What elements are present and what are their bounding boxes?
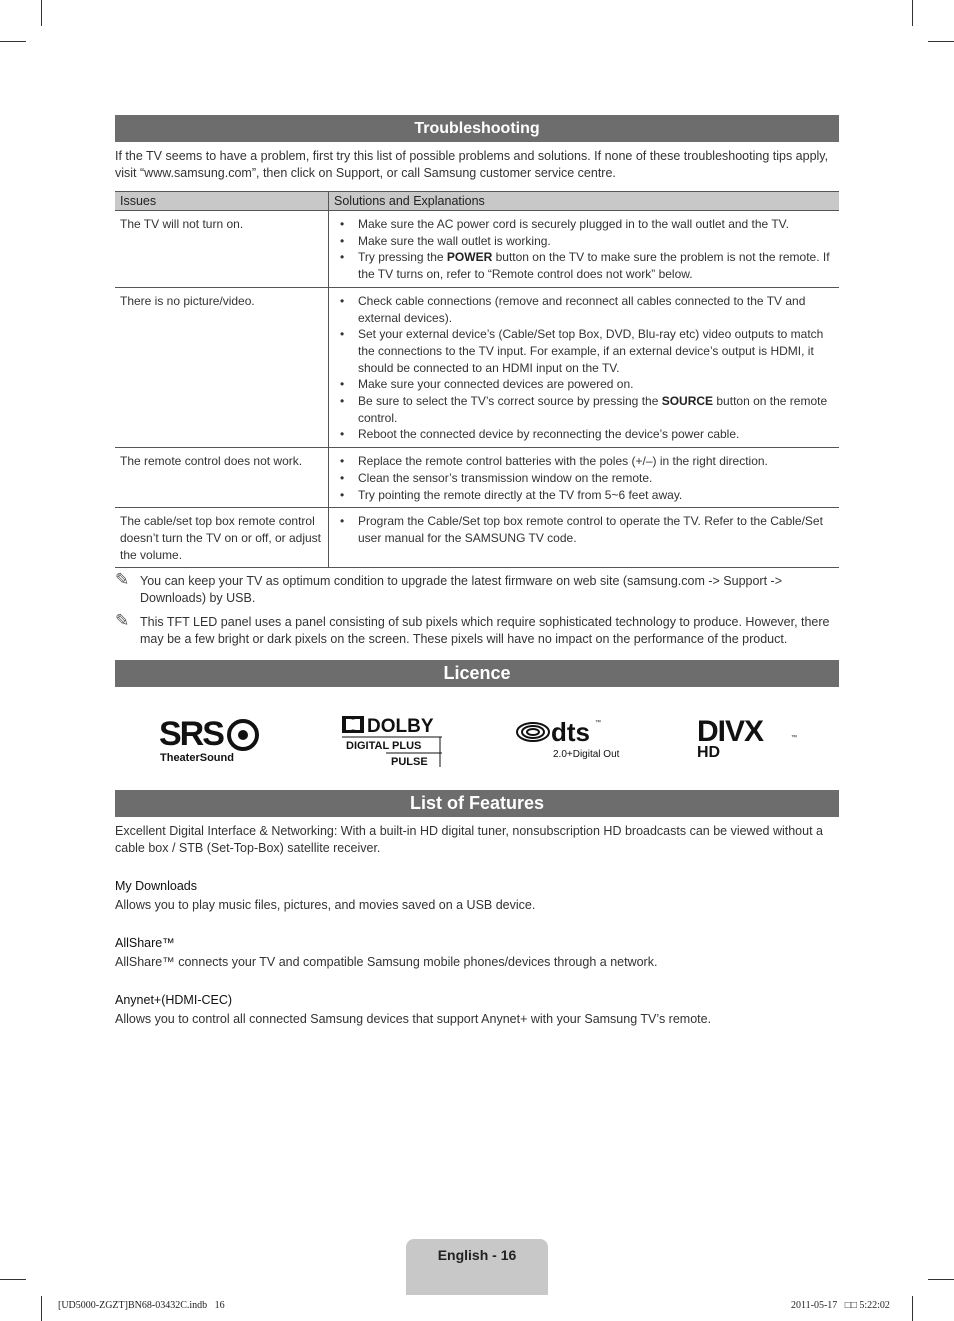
page-number-tab: English - 16: [406, 1239, 548, 1295]
button-name-emphasis: POWER: [446, 250, 493, 265]
solutions-cell: [329, 508, 840, 568]
solutions-cell: [329, 287, 840, 447]
issue-cell: There is no picture/video.: [115, 287, 329, 447]
solutions-cell: [329, 448, 840, 508]
dts-tm: ™: [595, 720, 601, 727]
solution-item: • Reboot the connected device by reconnecting the device’s power cable.: [334, 426, 834, 443]
crop-mark: [0, 41, 26, 42]
solution-item: • Be sure to select the TV’s correct source by pressing the SOURCE button on the remote control.: [334, 393, 834, 426]
note-text: This TFT LED panel uses a panel consisting of sub pixels which require sophisticated technology to produce. However, there may be a few bright or dark pixels on the screen. These pixels will have no impact on the performance of the product.: [140, 615, 830, 647]
divx-text: DIVX: [697, 715, 764, 749]
table-header-row: [115, 192, 839, 211]
crop-mark: [0, 1279, 26, 1280]
feature-item: [115, 935, 839, 971]
solution-item: • Make sure the wall outlet is working.: [334, 233, 834, 250]
crop-mark: [928, 1279, 954, 1280]
srs-subtitle: TheaterSound: [160, 752, 234, 765]
features-intro: Excellent Digital Interface & Networking: With a built-in HD digital tuner, nonsubscription HD broadcasts can be viewed without a cable box / STB (Set-Top-Box) satellite receiver.: [115, 824, 823, 856]
issue-cell: The remote control does not work.: [115, 448, 329, 508]
solution-item: • Try pointing the remote directly at the TV from 5~6 feet away.: [334, 487, 834, 504]
srs-logo: [159, 715, 263, 770]
feature-item: [115, 992, 839, 1028]
solution-item: • Set your external device’s (Cable/Set top Box, DVD, Blu-ray etc) video outputs to match the connections to the TV input. For example, if an external device’s output is HDMI, it should be connected to an HDMI input on the TV.: [334, 326, 834, 376]
solution-item: • Clean the sensor’s transmission window on the remote.: [334, 470, 834, 487]
issue-cell: The cable/set top box remote control doesn’t turn the TV on or off, or adjust the volume.: [115, 508, 329, 568]
table-row: [115, 448, 839, 508]
note-text: You can keep your TV as optimum condition to upgrade the latest firmware on web site (samsung.com -> Support -> Downloads) by USB.: [140, 574, 783, 606]
dolby-line2: PULSE: [391, 756, 428, 769]
solutions-cell: [329, 211, 840, 288]
solution-item: • Make sure the AC power cord is securely plugged in to the wall outlet and the TV.: [334, 216, 834, 233]
feature-description: Allows you to play music files, pictures, and movies saved on a USB device.: [115, 898, 536, 913]
divx-logo: [697, 715, 801, 766]
solution-item: • Program the Cable/Set top box remote control to operate the TV. Refer to the Cable/Set user manual for the SAMSUNG TV code.: [334, 513, 834, 546]
feature-title: Anynet+(HDMI-CEC): [115, 993, 233, 1008]
button-name-emphasis: SOURCE: [661, 394, 714, 409]
table-row: [115, 287, 839, 447]
note-firmware: [115, 570, 839, 607]
issue-cell: The TV will not turn on.: [115, 211, 329, 288]
column-header-solutions: Solutions and Explanations: [329, 192, 840, 211]
srs-text: SRS: [159, 715, 223, 754]
imprint-right: 2011-05-17 □□ 5:22:02: [791, 1300, 890, 1311]
crop-mark: [928, 41, 954, 42]
crop-mark: [41, 1296, 42, 1321]
feature-title: AllShare™: [115, 936, 175, 951]
solutions-list: [334, 216, 834, 283]
troubleshooting-table: [115, 191, 839, 568]
feature-item: [115, 878, 839, 914]
imprint-left: [UD5000-ZGZT]BN68-03432C.indb 16: [58, 1300, 225, 1311]
crop-mark: [912, 1296, 913, 1321]
dts-text: dts: [551, 717, 590, 748]
solution-item: • Make sure your connected devices are powered on.: [334, 376, 834, 393]
crop-mark: [912, 0, 913, 26]
solutions-list: [334, 513, 834, 546]
divx-subtitle: HD: [697, 744, 721, 762]
dolby-line1: DIGITAL PLUS: [346, 740, 422, 753]
pencil-note-icon: ✎: [115, 570, 130, 590]
feature-description: AllShare™ connects your TV and compatible Samsung mobile phones/devices through a network.: [115, 955, 658, 970]
pencil-note-icon: ✎: [115, 611, 130, 631]
features-heading: List of Features: [115, 790, 839, 817]
page-content: [115, 115, 839, 1028]
table-row: [115, 211, 839, 288]
solution-item: • Try pressing the POWER button on the TV to make sure the problem is not the remote. If the TV turns on, refer to “Remote control does not work” below.: [334, 249, 834, 282]
column-header-issues: Issues: [115, 192, 329, 211]
divx-tm: ™: [791, 735, 797, 742]
feature-description: Allows you to control all connected Samsung devices that support Anynet+ with your Samsung TV’s remote.: [115, 1012, 712, 1027]
note-panel: [115, 611, 839, 648]
dts-subtitle: 2.0+Digital Out: [553, 749, 620, 761]
solutions-list: [334, 293, 834, 443]
licence-heading: Licence: [115, 660, 839, 687]
solution-item: • Check cable connections (remove and reconnect all cables connected to the TV and external devices).: [334, 293, 834, 326]
dts-logo: [515, 715, 625, 770]
troubleshooting-heading: Troubleshooting: [115, 115, 839, 142]
feature-title: My Downloads: [115, 879, 197, 894]
solutions-list: [334, 453, 834, 503]
table-row: [115, 508, 839, 568]
dolby-logo: [341, 715, 445, 776]
dolby-text: DOLBY: [367, 716, 434, 738]
troubleshooting-intro: If the TV seems to have a problem, first try this list of possible problems and solutions. If none of these troubleshooting tips apply, visit “www.samsung.com”, then click on Support, or call Samsung customer service centre.: [115, 149, 829, 180]
crop-mark: [41, 0, 42, 26]
licence-logos: [115, 687, 839, 790]
solution-item: • Replace the remote control batteries with the poles (+/–) in the right direction.: [334, 453, 834, 470]
